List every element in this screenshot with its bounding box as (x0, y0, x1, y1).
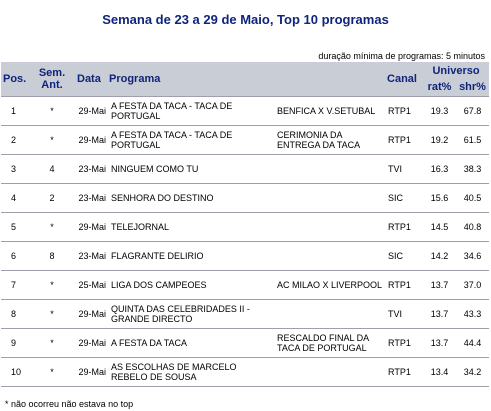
cell-date: 23-Mai (75, 241, 107, 270)
cell-canal: RTP1 (385, 96, 423, 125)
cell-shr: 40.5 (456, 183, 489, 212)
cell-programa: NINGUEM COMO TU (107, 154, 273, 183)
cell-sem-ant: * (29, 328, 75, 357)
cell-canal: SIC (385, 183, 423, 212)
cell-pos: 1 (1, 96, 29, 125)
cell-programa: A FESTA DA TACA (107, 328, 273, 357)
cell-shr: 37.0 (456, 270, 489, 299)
cell-rat: 14.2 (423, 241, 456, 270)
cell-programa-detail (273, 183, 385, 212)
cell-canal: TVI (385, 154, 423, 183)
cell-date: 29-Mai (75, 328, 107, 357)
header-canal: Canal (385, 62, 423, 96)
table-row (1, 212, 489, 241)
cell-canal: RTP1 (385, 270, 423, 299)
cell-canal: RTP1 (385, 125, 423, 154)
cell-programa-detail (273, 212, 385, 241)
cell-rat: 15.6 (423, 183, 456, 212)
cell-sem-ant: * (29, 299, 75, 328)
cell-programa: FLAGRANTE DELIRIO (107, 241, 273, 270)
header-sem-ant-text: Sem. Ant. (38, 66, 66, 91)
cell-date: 29-Mai (75, 96, 107, 125)
cell-rat: 16.3 (423, 154, 456, 183)
cell-programa: SENHORA DO DESTINO (107, 183, 273, 212)
cell-programa-detail: AC MILAO X LIVERPOOL (273, 270, 385, 299)
cell-sem-ant: * (29, 125, 75, 154)
cell-rat: 14.5 (423, 212, 456, 241)
cell-pos: 9 (1, 328, 29, 357)
table-row (1, 299, 489, 328)
cell-sem-ant: 4 (29, 154, 75, 183)
cell-date: 23-Mai (75, 183, 107, 212)
cell-shr: 38.3 (456, 154, 489, 183)
cell-canal: TVI (385, 299, 423, 328)
table-row (1, 96, 489, 125)
cell-sem-ant: 8 (29, 241, 75, 270)
cell-canal: RTP1 (385, 357, 423, 386)
cell-pos: 10 (1, 357, 29, 386)
cell-date: 29-Mai (75, 357, 107, 386)
cell-date: 23-Mai (75, 154, 107, 183)
table-row (1, 183, 489, 212)
cell-canal: RTP1 (385, 212, 423, 241)
cell-rat: 19.3 (423, 96, 456, 125)
footnote: * não ocorreu não estava no top (5, 399, 134, 409)
page-title: Semana de 23 a 29 de Maio, Top 10 programas (102, 12, 389, 27)
table-row (1, 328, 489, 357)
minimum-duration-note: duração mínima de programas: 5 minutos (318, 51, 485, 61)
cell-programa-detail: CERIMONIA DA ENTREGA DA TACA (273, 125, 385, 154)
cell-date: 25-Mai (75, 270, 107, 299)
cell-programa-detail (273, 357, 385, 386)
cell-shr: 43.3 (456, 299, 489, 328)
cell-pos: 7 (1, 270, 29, 299)
table-row (1, 154, 489, 183)
top10-table (1, 62, 489, 387)
table-row (1, 125, 489, 154)
cell-sem-ant: 2 (29, 183, 75, 212)
cell-shr: 40.8 (456, 212, 489, 241)
cell-sem-ant: * (29, 96, 75, 125)
cell-date: 29-Mai (75, 212, 107, 241)
cell-shr: 44.4 (456, 328, 489, 357)
header-shr: shr% (456, 79, 489, 96)
cell-pos: 2 (1, 125, 29, 154)
cell-sem-ant: * (29, 212, 75, 241)
cell-sem-ant: * (29, 270, 75, 299)
header-universo: Universo (423, 62, 489, 79)
cell-canal: SIC (385, 241, 423, 270)
cell-shr: 34.2 (456, 357, 489, 386)
cell-shr: 61.5 (456, 125, 489, 154)
cell-programa-detail (273, 241, 385, 270)
cell-programa-detail (273, 299, 385, 328)
table-row (1, 241, 489, 270)
table-row (1, 270, 489, 299)
cell-rat: 13.7 (423, 299, 456, 328)
table-row (1, 357, 489, 386)
cell-programa: AS ESCOLHAS DE MARCELO REBELO DE SOUSA (107, 357, 273, 386)
cell-rat: 13.4 (423, 357, 456, 386)
cell-pos: 4 (1, 183, 29, 212)
cell-programa: QUINTA DAS CELEBRIDADES II - GRANDE DIRECTO (107, 299, 273, 328)
header-sem-ant (29, 62, 75, 96)
header-pos: Pos. (1, 62, 29, 96)
cell-programa-detail (273, 154, 385, 183)
cell-shr: 67.8 (456, 96, 489, 125)
cell-pos: 8 (1, 299, 29, 328)
cell-rat: 19.2 (423, 125, 456, 154)
cell-programa-detail: BENFICA X V.SETUBAL (273, 96, 385, 125)
cell-pos: 3 (1, 154, 29, 183)
header-programa: Programa (107, 62, 385, 96)
header-data: Data (75, 62, 107, 96)
cell-pos: 5 (1, 212, 29, 241)
cell-programa: A FESTA DA TACA - TACA DE PORTUGAL (107, 96, 273, 125)
cell-date: 29-Mai (75, 125, 107, 154)
cell-programa: LIGA DOS CAMPEOES (107, 270, 273, 299)
cell-programa: A FESTA DA TACA - TACA DE PORTUGAL (107, 125, 273, 154)
cell-programa: TELEJORNAL (107, 212, 273, 241)
cell-canal: RTP1 (385, 328, 423, 357)
cell-pos: 6 (1, 241, 29, 270)
cell-programa-detail: RESCALDO FINAL DA TACA DE PORTUGAL (273, 328, 385, 357)
cell-rat: 13.7 (423, 328, 456, 357)
cell-date: 29-Mai (75, 299, 107, 328)
cell-rat: 13.7 (423, 270, 456, 299)
cell-sem-ant: * (29, 357, 75, 386)
cell-shr: 34.6 (456, 241, 489, 270)
header-rat: rat% (423, 79, 456, 96)
